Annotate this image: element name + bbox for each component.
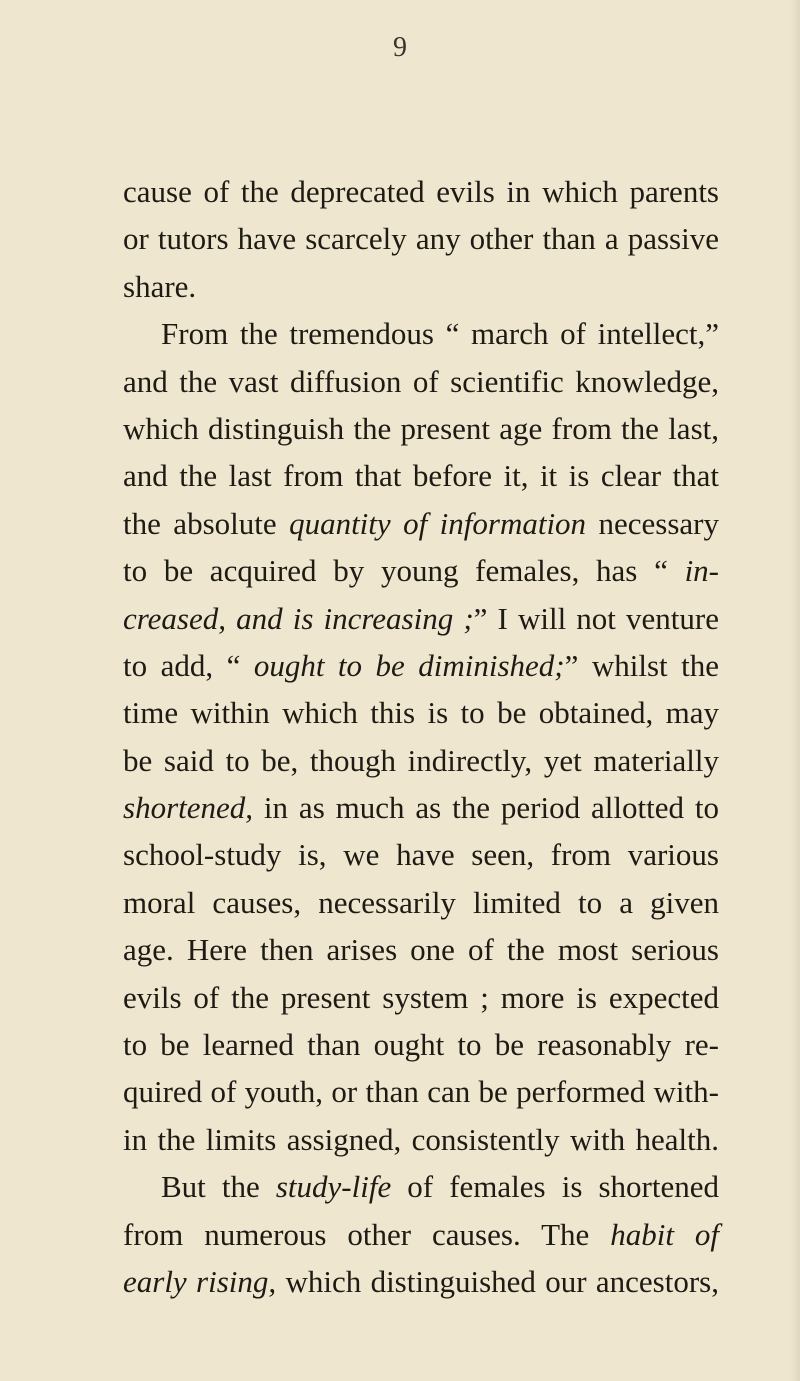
text-run: in as much as the period allotted to [253,790,719,826]
text-run: age. Here then arises one of the most serious [123,932,719,968]
text-line [123,452,719,499]
body-text [123,168,719,1305]
text-line [123,737,719,784]
text-run: ” I will not venture [473,600,719,636]
text-line [123,1258,719,1305]
text-line [123,642,719,689]
page-number: 9 [393,32,407,63]
text-line [123,1021,719,1068]
text-run: cause of the deprecated evils in which parents [123,174,719,209]
text-line [123,547,719,594]
italic-text: shortened, [123,790,254,826]
text-run: the absolute [123,505,290,541]
text-run: to add, “ [123,647,254,683]
text-run: moral causes, necessarily limited to a given [123,884,719,920]
text-line [123,784,719,831]
italic-text: creased, and is increasing ; [123,600,474,636]
text-run: school-study is, we have seen, from various [123,837,719,873]
italic-text: ought to be diminished; [253,647,565,683]
text-line [123,168,719,215]
text-line [123,689,719,736]
text-run: time within which this is to be obtained, may [123,695,719,731]
text-run: to be learned than ought to be reasonably re- [123,1027,719,1063]
text-line [123,1068,719,1115]
text-run: in the limits assigned, consistently with health. [123,1121,719,1157]
text-run: which distinguished our ancestors, [276,1263,719,1299]
text-run: to be acquired by young females, has “ [123,553,685,589]
text-line [123,595,719,642]
text-line [123,405,719,452]
text-line [123,1116,719,1163]
text-run: from numerous other causes. The [123,1216,611,1252]
text-run: share. [123,268,197,304]
text-run: necessary [586,505,719,541]
text-line [123,500,719,547]
italic-text: study-life [275,1169,392,1205]
text-run: and the vast diffusion of scientific knowledge, [123,363,719,399]
italic-text: early rising, [123,1263,277,1299]
text-run: But the [161,1169,276,1205]
text-line [123,926,719,973]
text-line [123,263,719,310]
italic-text: habit of [610,1216,719,1252]
text-run: or tutors have scarcely any other than a passive [123,221,719,257]
text-line [123,215,719,262]
text-run: evils of the present system ; more is expected [123,979,719,1015]
text-run: and the last from that before it, it is clear that [123,458,719,494]
text-line [123,879,719,926]
text-line [123,1163,719,1210]
text-line [123,831,719,878]
text-run: From the tremendous “ march of intellect,” [161,316,719,352]
text-line [123,358,719,405]
italic-text: in- [684,553,719,589]
page-edge-shadow [790,0,800,1381]
text-run: of females is shortened [391,1169,719,1205]
text-line [123,310,719,357]
text-run: quired of youth, or than can be performed with- [123,1074,719,1110]
italic-text: quantity of information [289,505,587,541]
text-line [123,974,719,1021]
text-run: ” whilst the [564,647,720,683]
text-run: be said to be, though indirectly, yet materially [123,742,719,778]
text-line [123,1211,719,1258]
text-run: which distinguish the present age from the last, [123,410,719,446]
